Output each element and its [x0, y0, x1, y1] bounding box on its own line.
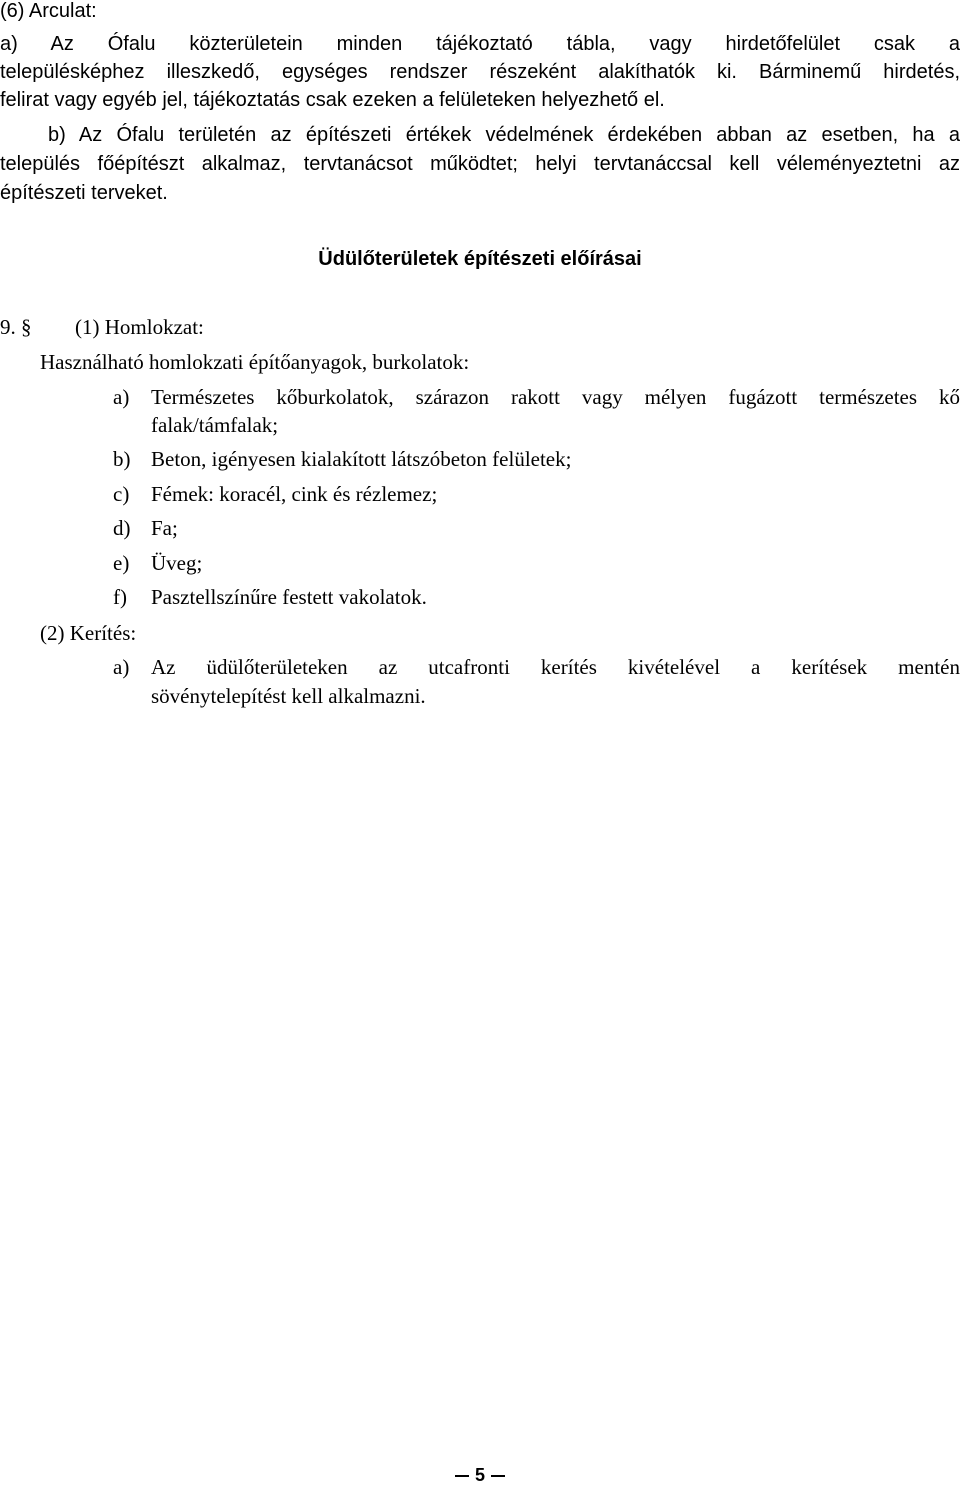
page-number: 5 [474, 1465, 485, 1485]
list-marker: f) [113, 585, 127, 609]
list-item-text: Fa; [151, 516, 178, 540]
footer-dash-left [455, 1475, 469, 1477]
section-6-b-line3: építészeti terveket. [0, 182, 168, 204]
chapter-title: Üdülőterületek építészeti előírásai [318, 248, 642, 270]
list-item-text: Az üdülőterületeken az utcafronti kerítés kivételével a kerítések mentén [151, 655, 960, 679]
section-9-number: 9. § [0, 315, 32, 339]
list-marker: a) [113, 385, 130, 409]
list-item-text: sövénytelepítést kell alkalmazni. [151, 684, 426, 708]
list-marker: e) [113, 551, 130, 575]
section-9-item1-heading: (1) Homlokzat: [75, 315, 204, 339]
list-item-text: Természetes kőburkolatok, szárazon rakott vagy mélyen fugázott természetes kő [151, 385, 960, 409]
list-marker: d) [113, 516, 131, 540]
list-item-text: Pasztellszínűre festett vakolatok. [151, 585, 427, 609]
section-6-b-line2: település főépítészt alkalmaz, tervtanácsot működtet; helyi tervtanáccsal kell véleményeztetni az [0, 153, 960, 175]
section-6-a-line3: felirat vagy egyéb jel, tájékoztatás csak ezeken a felületeken helyezhető el. [0, 89, 665, 111]
section-9-item2-heading: (2) Kerítés: [40, 621, 137, 645]
section-6-heading: (6) Arculat: [0, 0, 97, 22]
list-item-text: Üveg; [151, 551, 203, 575]
page-footer [0, 1465, 960, 1486]
list-item-text: falak/támfalak; [151, 413, 279, 437]
footer-dash-right [491, 1475, 505, 1477]
list-item-text: Beton, igényesen kialakított látszóbeton felületek; [151, 447, 572, 471]
section-9-item1-intro: Használható homlokzati építőanyagok, burkolatok: [40, 350, 470, 374]
list-marker: b) [113, 447, 131, 471]
list-item-text: Fémek: koracél, cink és rézlemez; [151, 482, 438, 506]
list-marker: c) [113, 482, 130, 506]
section-6-a-line1: a) Az Ófalu közterületein minden tájékoztató tábla, vagy hirdetőfelület csak a [0, 33, 960, 55]
section-6-b-line1: b) Az Ófalu területén az építészeti értékek védelmének érdekében abban az esetben, ha a [48, 124, 960, 146]
section-6-a-line2: településképhez illeszkedő, egységes rendszer részeként alakíthatók ki. Bárminemű hirdetés, [0, 61, 960, 83]
list-marker: a) [113, 655, 130, 679]
